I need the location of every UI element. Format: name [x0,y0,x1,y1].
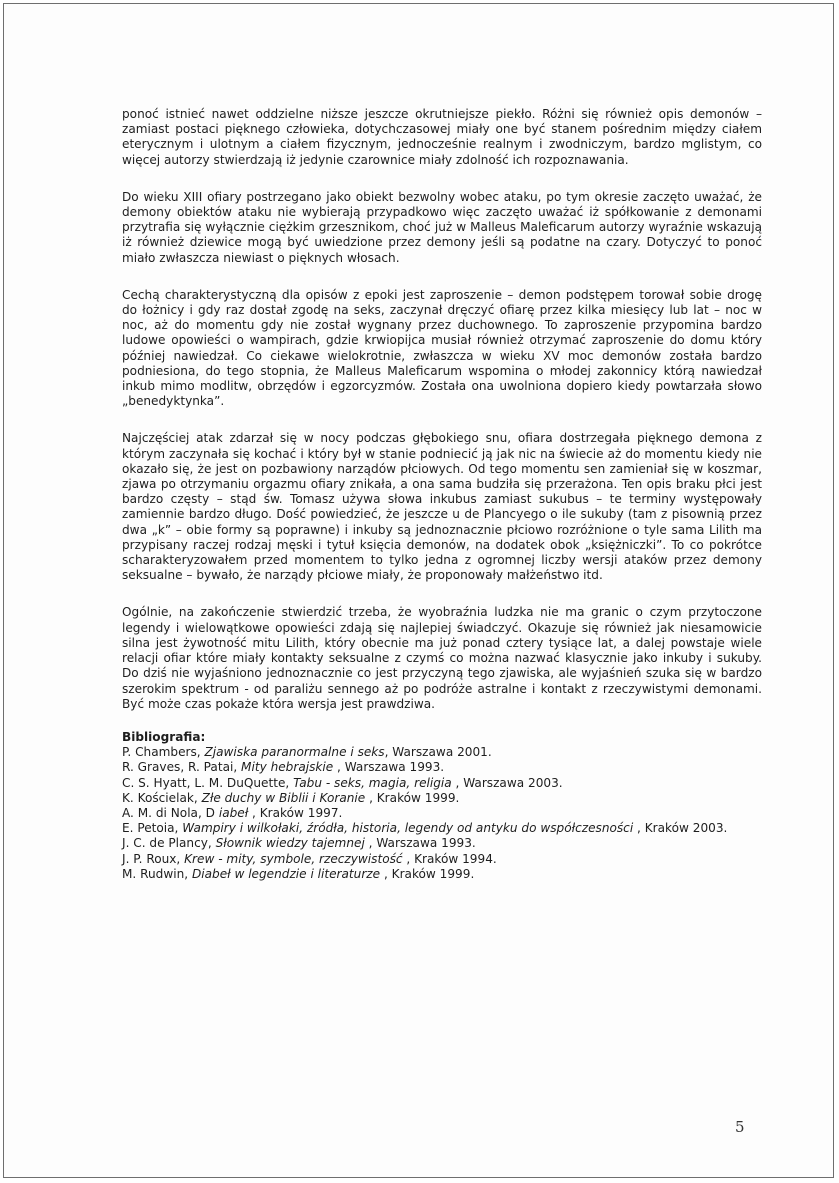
entry-author: R. Graves, R. Patai, [122,760,242,775]
entry-title: Tabu - seks, magia, religia [293,775,452,790]
entry-title: Diabeł w legendzie i literaturze [191,866,381,881]
entry-title: Słownik wiedzy tajemnej [215,836,365,851]
paragraph-2: Do wieku XIII ofiary postrzegano jako obiekt bezwolny wobec ataku, po tym okresie zaczęto uważać, że demony obiektów ataku nie wybierają przypadkowo więc zaczęto uważać iż spółkowanie z demonami przytrafia się wyłącznie ciężkim grzesznikom, choć już w Malleus Maleficarum autorzy wyraźnie wskazują iż również dziewice mogą być uwiedzione przez demony jeśli są podatne na czary. Dotyczyć to ponoć miało zwłaszcza niewiast o pięknych włosach. [122,189,762,265]
entry-author: E. Petoia, [122,821,183,836]
entry-title: Wampiry i wilkołaki, źródła, historia, legendy od antyku do współczesności [182,821,634,836]
entry-author: J. P. Roux, [122,851,185,866]
entry-author: C. S. Hyatt, L. M. DuQuette, [122,775,294,790]
entry-publication: , Warszawa 2003. [451,775,563,790]
entry-title: Zjawiska paranormalne i seks [204,745,385,760]
bibliography-entry [122,760,762,775]
bibliography-entry [122,821,762,836]
page-body [122,107,762,882]
document-page [3,3,834,1178]
entry-title: Złe duchy w Biblii i Koranie [201,790,366,805]
bibliography-entry [122,867,762,882]
paragraph-5: Ogólnie, na zakończenie stwierdzić trzeba, że wyobraźnia ludzka nie ma granic o czym przytoczone legendy i wielowątkowe opowieści zdają się najlepiej świadczyć. Okazuje się również jak niesamowicie silna jest żywotność mitu Lilith, który obecnie ma już ponad cztery tysiące lat, a dalej powstaje wiele relacji ofiar które miały kontakty seksualne z czymś co można nazwać klasycznie jako inkuby i sukuby. Do dziś nie wyjaśniono jednoznacznie co jest przyczyną tego zjawiska, ale wyjaśnień szuka się w bardzo szerokim spektrum - od paraliżu sennego aż po podróże astralne i kontakt z rzeczywistymi demonami. Być może czas pokaże która wersja jest prawdziwa. [122,605,762,711]
bibliography-entry [122,776,762,791]
bibliography-entry [122,836,762,851]
entry-title: Mity hebrajskie [241,760,334,775]
entry-author: M. Rudwin, [122,866,192,881]
paragraph-4: Najczęściej atak zdarzał się w nocy podczas głębokiego snu, ofiara dostrzegała pięknego demona z którym zaczynała się kochać i który był w stanie podniecić ją jak nic na świecie aż do momentu kiedy nie okazało się, że jest on pozbawiony narządów płciowych. Od tego momentu sen zamieniał się w koszmar, zjawa po otrzymaniu orgazmu ofiary znikała, a ona sama budziła się przerażona. Ten opis braku płci jest bardzo częsty – stąd św. Tomasz używa słowa inkubus zamiast sukubus – te terminy występowały zamiennie bardzo długo. Dość powiedzieć, że jeszcze u de Plancyego o ile sukuby (tam z pisownią przez dwa „k” – obie formy są poprawne) i inkuby są jednoznacznie płciowo rozróżnione o tyle sama Lilith ma przypisany raczej rodzaj męski i tytuł księcia demonów, na dodatek obok „księżniczki”. To co pokrótce scharakteryzowałem przed momentem to tylko jedna z ogromnej liczby wersji ataków przez demony seksualne – bywało, że narządy płciowe miały, że proponowały małżeństwo itd. [122,431,762,583]
entry-author: P. Chambers, [122,745,205,760]
entry-author: A. M. di Nola, D [122,805,219,820]
paragraph-3: Cechą charakterystyczną dla opisów z epoki jest zaproszenie – demon podstępem torował sobie drogę do łożnicy i gdy raz dostał zgodę na seks, zaczynał dręczyć ofiarę przez kilka miesięcy lub lat – noc w noc, aż do momentu gdy nie został wygnany przez duchownego. To zaproszenie przypomina bardzo ludowe opowieści o wampirach, gdzie krwiopijca musiał również otrzymać zaproszenie do domu który później nawiedzał. Co ciekawe wielokrotnie, zwłaszcza w wieku XV moc demonów została bardzo podniesiona, do tego stopnia, że Malleus Maleficarum wspomina o młodej zakonnicy którą nawiedzał inkub mimo modlitw, obrzędów i egzorcyzmów. Została ona uwolniona dopiero kiedy powtarzała słowo „benedyktynka”. [122,287,762,409]
bibliography-list [122,745,762,882]
bibliography-heading: Bibliografia: [122,729,206,744]
paragraph-1: ponoć istnieć nawet oddzielne niższe jeszcze okrutniejsze piekło. Różni się również opis demonów – zamiast postaci pięknego człowieka, dotychczasowej miały one być stanem pośrednim między ciałem eterycznym i ulotnym a ciałem fizycznym, jednocześnie realnym i zwodniczym, bardzo mglistym, co więcej autorzy stwierdzają iż jedynie czarownice miały zdolność ich rozpoznawania. [122,107,762,167]
bibliography-entry [122,791,762,806]
entry-publication: , Warszawa 1993. [333,760,445,775]
entry-publication: , Kraków 1999. [365,790,460,805]
entry-author: J. C. de Plancy, [122,836,216,851]
entry-publication: , Kraków 1999. [380,866,475,881]
entry-publication: , Kraków 1997. [248,805,343,820]
entry-title: iabeł [218,805,249,820]
bibliography-entry [122,745,762,760]
bibliography-section [122,730,762,882]
entry-author: K. Kościelak, [122,790,202,805]
page-number: 5 [735,1118,745,1136]
bibliography-entry [122,852,762,867]
entry-publication: , Kraków 1994. [402,851,497,866]
entry-publication: , Warszawa 2001. [384,745,492,760]
entry-title: Krew - mity, symbole, rzeczywistość [184,851,403,866]
bibliography-entry [122,806,762,821]
entry-publication: , Kraków 2003. [633,821,728,836]
entry-publication: , Warszawa 1993. [364,836,476,851]
